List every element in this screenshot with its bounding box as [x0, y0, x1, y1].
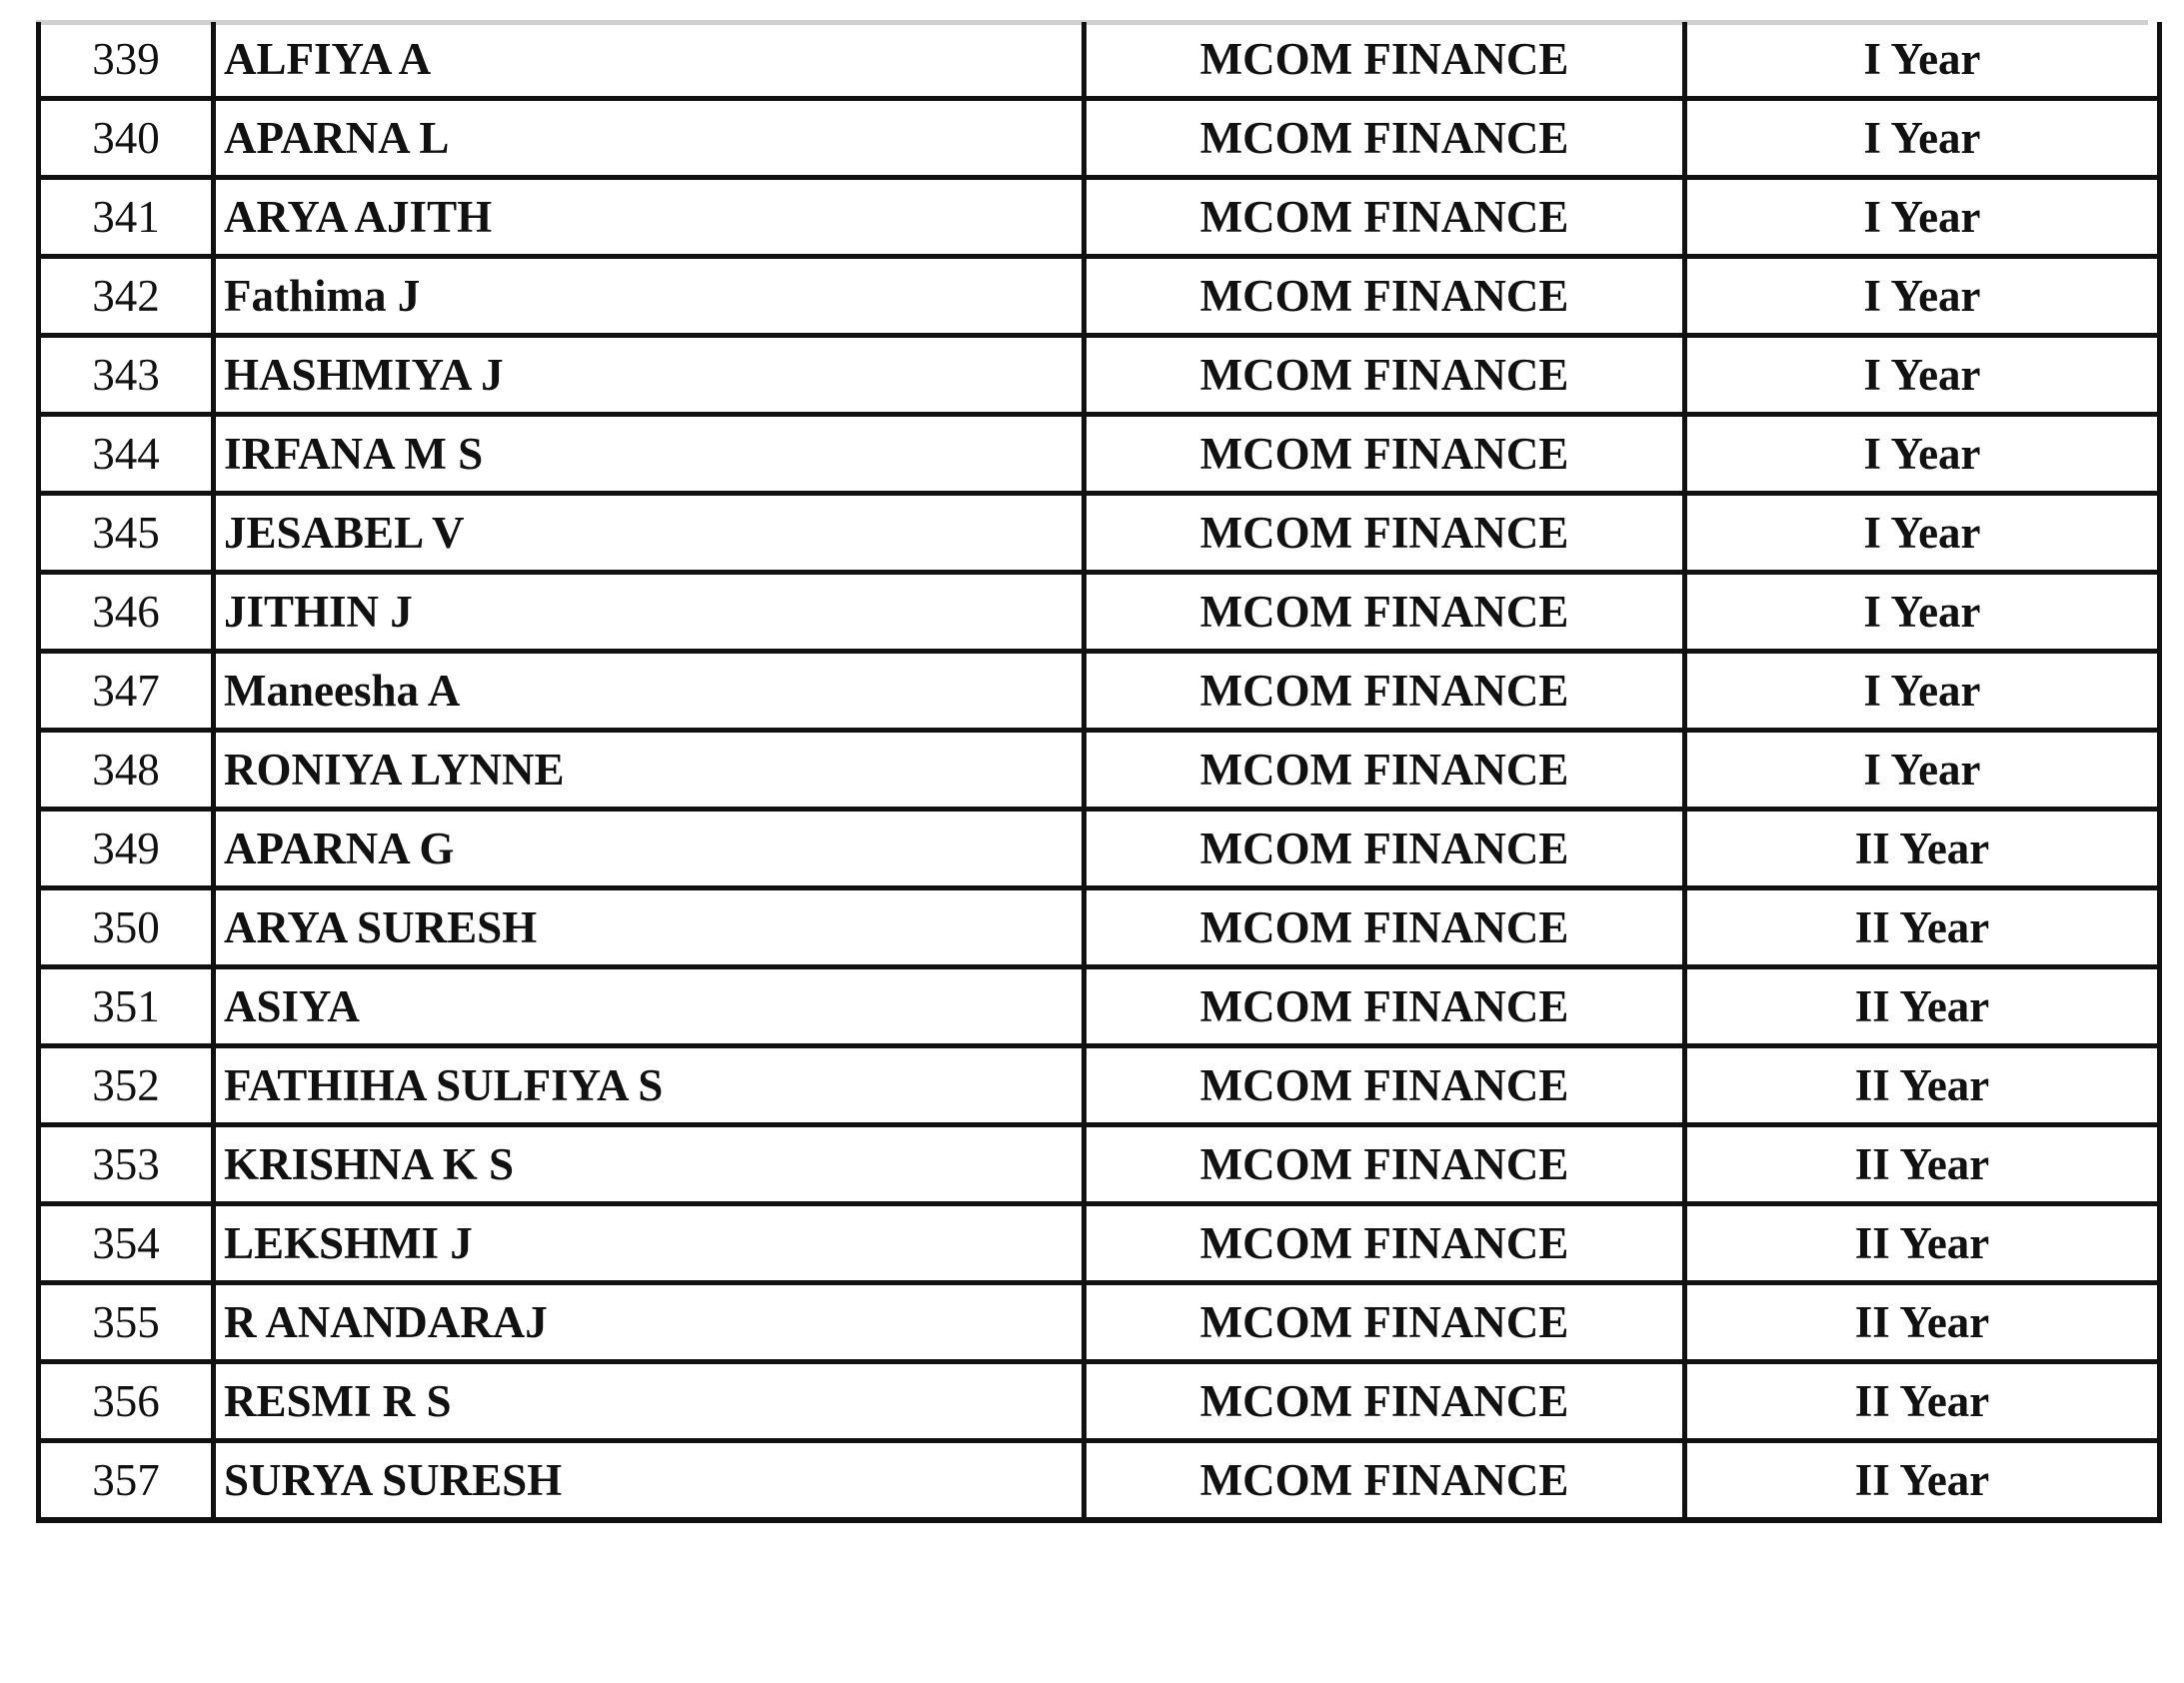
table-row — [39, 810, 2160, 888]
year-cell: I Year — [1685, 99, 2160, 178]
student-name-cell: RONIYA LYNNE — [214, 731, 1085, 810]
course-cell: MCOM FINANCE — [1085, 652, 1685, 731]
student-name-cell: SURYA SURESH — [214, 1441, 1085, 1521]
course-cell: MCOM FINANCE — [1085, 22, 1685, 99]
table-row — [39, 257, 2160, 336]
serial-number-cell: 344 — [39, 415, 214, 494]
year-cell: I Year — [1685, 573, 2160, 652]
year-cell: I Year — [1685, 257, 2160, 336]
year-cell: II Year — [1685, 1283, 2160, 1362]
serial-number-cell: 353 — [39, 1125, 214, 1204]
course-cell: MCOM FINANCE — [1085, 336, 1685, 415]
student-name-cell: Maneesha A — [214, 652, 1085, 731]
year-cell: II Year — [1685, 810, 2160, 888]
year-cell: II Year — [1685, 888, 2160, 967]
student-table — [36, 22, 2162, 1523]
student-name-cell: JESABEL V — [214, 494, 1085, 573]
year-cell: I Year — [1685, 652, 2160, 731]
student-name-cell: R ANANDARAJ — [214, 1283, 1085, 1362]
year-cell: I Year — [1685, 415, 2160, 494]
serial-number-cell: 352 — [39, 1046, 214, 1125]
serial-number-cell: 351 — [39, 967, 214, 1046]
table-row — [39, 415, 2160, 494]
student-table-body — [39, 22, 2160, 1520]
year-cell: I Year — [1685, 178, 2160, 257]
student-name-cell: ARYA SURESH — [214, 888, 1085, 967]
year-cell: II Year — [1685, 1046, 2160, 1125]
table-row — [39, 967, 2160, 1046]
student-name-cell: KRISHNA K S — [214, 1125, 1085, 1204]
student-name-cell: Fathima J — [214, 257, 1085, 336]
table-row — [39, 731, 2160, 810]
course-cell: MCOM FINANCE — [1085, 494, 1685, 573]
course-cell: MCOM FINANCE — [1085, 810, 1685, 888]
course-cell: MCOM FINANCE — [1085, 1283, 1685, 1362]
serial-number-cell: 347 — [39, 652, 214, 731]
table-row — [39, 99, 2160, 178]
student-name-cell: APARNA L — [214, 99, 1085, 178]
course-cell: MCOM FINANCE — [1085, 1125, 1685, 1204]
year-cell: II Year — [1685, 1125, 2160, 1204]
year-cell: I Year — [1685, 494, 2160, 573]
year-cell: II Year — [1685, 1441, 2160, 1521]
serial-number-cell: 346 — [39, 573, 214, 652]
course-cell: MCOM FINANCE — [1085, 178, 1685, 257]
course-cell: MCOM FINANCE — [1085, 415, 1685, 494]
course-cell: MCOM FINANCE — [1085, 1204, 1685, 1283]
student-name-cell: APARNA G — [214, 810, 1085, 888]
student-name-cell: ALFIYA A — [214, 22, 1085, 99]
table-row — [39, 22, 2160, 99]
course-cell: MCOM FINANCE — [1085, 257, 1685, 336]
table-row — [39, 1362, 2160, 1441]
student-name-cell: RESMI R S — [214, 1362, 1085, 1441]
serial-number-cell: 350 — [39, 888, 214, 967]
year-cell: I Year — [1685, 731, 2160, 810]
serial-number-cell: 345 — [39, 494, 214, 573]
serial-number-cell: 339 — [39, 22, 214, 99]
serial-number-cell: 348 — [39, 731, 214, 810]
year-cell: I Year — [1685, 336, 2160, 415]
serial-number-cell: 342 — [39, 257, 214, 336]
table-row — [39, 1204, 2160, 1283]
year-cell: II Year — [1685, 1362, 2160, 1441]
student-name-cell: IRFANA M S — [214, 415, 1085, 494]
student-name-cell: ARYA AJITH — [214, 178, 1085, 257]
table-row — [39, 178, 2160, 257]
table-row — [39, 1441, 2160, 1521]
serial-number-cell: 357 — [39, 1441, 214, 1521]
table-row — [39, 494, 2160, 573]
student-name-cell: HASHMIYA J — [214, 336, 1085, 415]
course-cell: MCOM FINANCE — [1085, 1441, 1685, 1521]
serial-number-cell: 340 — [39, 99, 214, 178]
serial-number-cell: 349 — [39, 810, 214, 888]
serial-number-cell: 341 — [39, 178, 214, 257]
year-cell: II Year — [1685, 1204, 2160, 1283]
serial-number-cell: 355 — [39, 1283, 214, 1362]
serial-number-cell: 343 — [39, 336, 214, 415]
table-row — [39, 573, 2160, 652]
course-cell: MCOM FINANCE — [1085, 731, 1685, 810]
student-name-cell: LEKSHMI J — [214, 1204, 1085, 1283]
table-row — [39, 1046, 2160, 1125]
course-cell: MCOM FINANCE — [1085, 1362, 1685, 1441]
table-row — [39, 1125, 2160, 1204]
serial-number-cell: 356 — [39, 1362, 214, 1441]
table-row — [39, 652, 2160, 731]
table-row — [39, 336, 2160, 415]
table-row — [39, 1283, 2160, 1362]
course-cell: MCOM FINANCE — [1085, 888, 1685, 967]
student-name-cell: JITHIN J — [214, 573, 1085, 652]
course-cell: MCOM FINANCE — [1085, 99, 1685, 178]
course-cell: MCOM FINANCE — [1085, 1046, 1685, 1125]
student-name-cell: FATHIHA SULFIYA S — [214, 1046, 1085, 1125]
year-cell: I Year — [1685, 22, 2160, 99]
year-cell: II Year — [1685, 967, 2160, 1046]
table-row — [39, 888, 2160, 967]
course-cell: MCOM FINANCE — [1085, 967, 1685, 1046]
course-cell: MCOM FINANCE — [1085, 573, 1685, 652]
serial-number-cell: 354 — [39, 1204, 214, 1283]
student-name-cell: ASIYA — [214, 967, 1085, 1046]
